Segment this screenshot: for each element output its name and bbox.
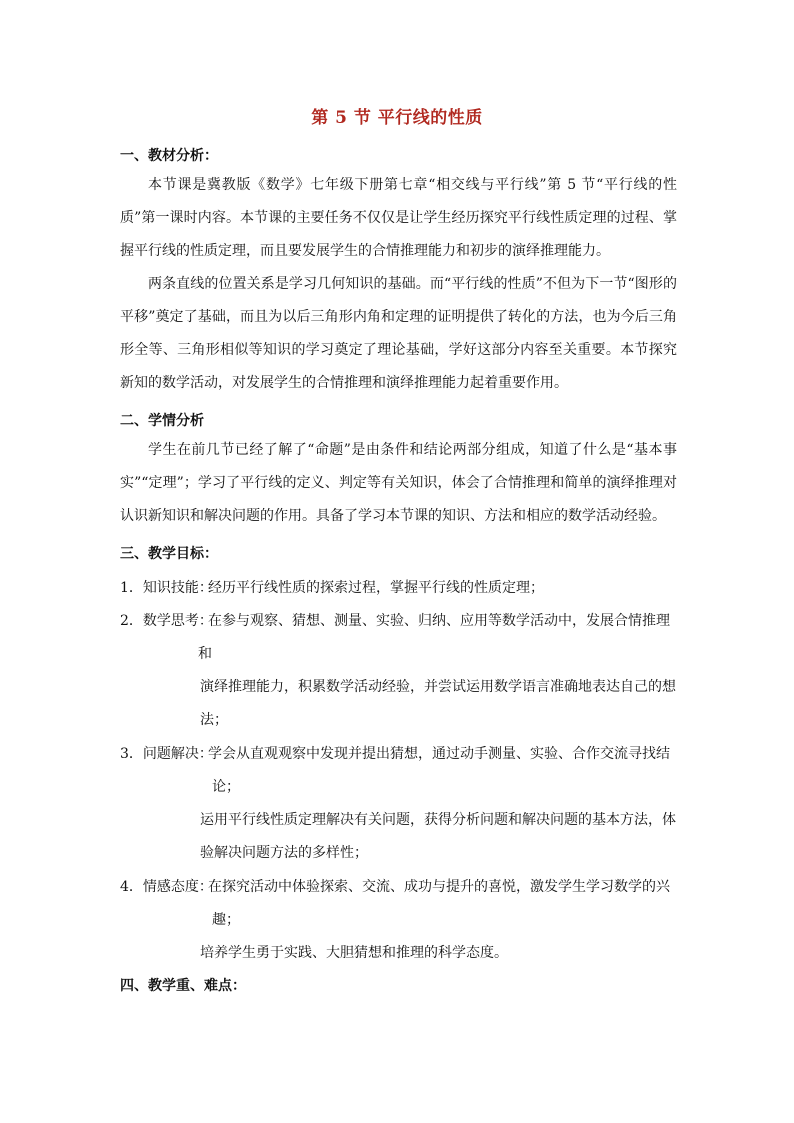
goal-2-label: 2．数学思考： (120, 613, 213, 629)
goal-3-line-3: 运用平行线性质定理解决有关问题，获得分析问题和解决问题的基本方法，体 (200, 812, 676, 828)
goal-2-line-3: 演绎推理能力，积累数学活动经验，并尝试运用数学语言准确地表达自己的想 (200, 679, 676, 695)
section-heading-student-analysis: 二、学情分析 (120, 413, 204, 429)
goal-2-line-2: 和 (198, 646, 212, 662)
paragraph-textbook-analysis-2: 两条直线的位置关系是学习几何知识的基础。而“平行线的性质”不但为下一节“图形的平移”奠定了基础，而且为以后三角形内角和定理的证明提供了转化的方法，也为今后三角形全等、三角形相似等知识的学习奠定了理论基础，学好这部分内容至关重要。本节探究新知的数学活动，对发展学生的合情推理和演绎推理能力起着重要作用。 (120, 276, 677, 391)
page-title: 第 5 节 平行线的性质 (311, 108, 483, 128)
paragraph-textbook-analysis-1: 本节课是冀教版《数学》七年级下册第七章“相交线与平行线”第 5 节“平行线的性质”第一课时内容。本节课的主要任务不仅仅是让学生经历探究平行线性质定理的过程、掌握平行线的性质定理，而且要发展学生的合情推理能力和初步的演绎推理能力。 (120, 177, 677, 259)
goal-1-text: 经历平行线性质的探索过程，掌握平行线的性质定理； (208, 580, 544, 596)
goal-3-label: 3．问题解决： (120, 746, 213, 762)
goal-3-line-2: 论； (212, 779, 240, 795)
goal-4-line-3: 培养学生勇于实践、大胆猜想和推理的科学态度。 (200, 945, 508, 961)
goal-4-label: 4．情感态度： (120, 879, 213, 895)
goal-3-line-4: 验解决问题方法的多样性； (200, 845, 368, 861)
goal-4-line-2: 趣； (212, 912, 240, 928)
section-heading-key-difficult-points: 四、教学重、难点： (120, 978, 246, 994)
goal-4-line-1: 在探究活动中体验探索、交流、成功与提升的喜悦，激发学生学习数学的兴 (208, 879, 670, 895)
section-heading-textbook-analysis: 一、教材分析： (120, 148, 218, 164)
paragraph-student-analysis: 学生在前几节已经了解了“命题”是由条件和结论两部分组成，知道了什么是“基本事实”“定理”；学习了平行线的定义、判定等有关知识，体会了合情推理和简单的演绎推理对认识新知识和解决问题的作用。具备了学习本节课的知识、方法和相应的数学活动经验。 (120, 442, 677, 524)
goal-1-label: 1．知识技能： (120, 580, 213, 596)
goal-2-line-4: 法； (200, 712, 228, 728)
goal-3-line-1: 学会从直观观察中发现并提出猜想，通过动手测量、实验、合作交流寻找结 (208, 746, 670, 762)
goal-2-line-1: 在参与观察、猜想、测量、实验、归纳、应用等数学活动中，发展合情推理 (208, 613, 670, 629)
section-heading-teaching-goals: 三、教学目标： (120, 546, 218, 562)
